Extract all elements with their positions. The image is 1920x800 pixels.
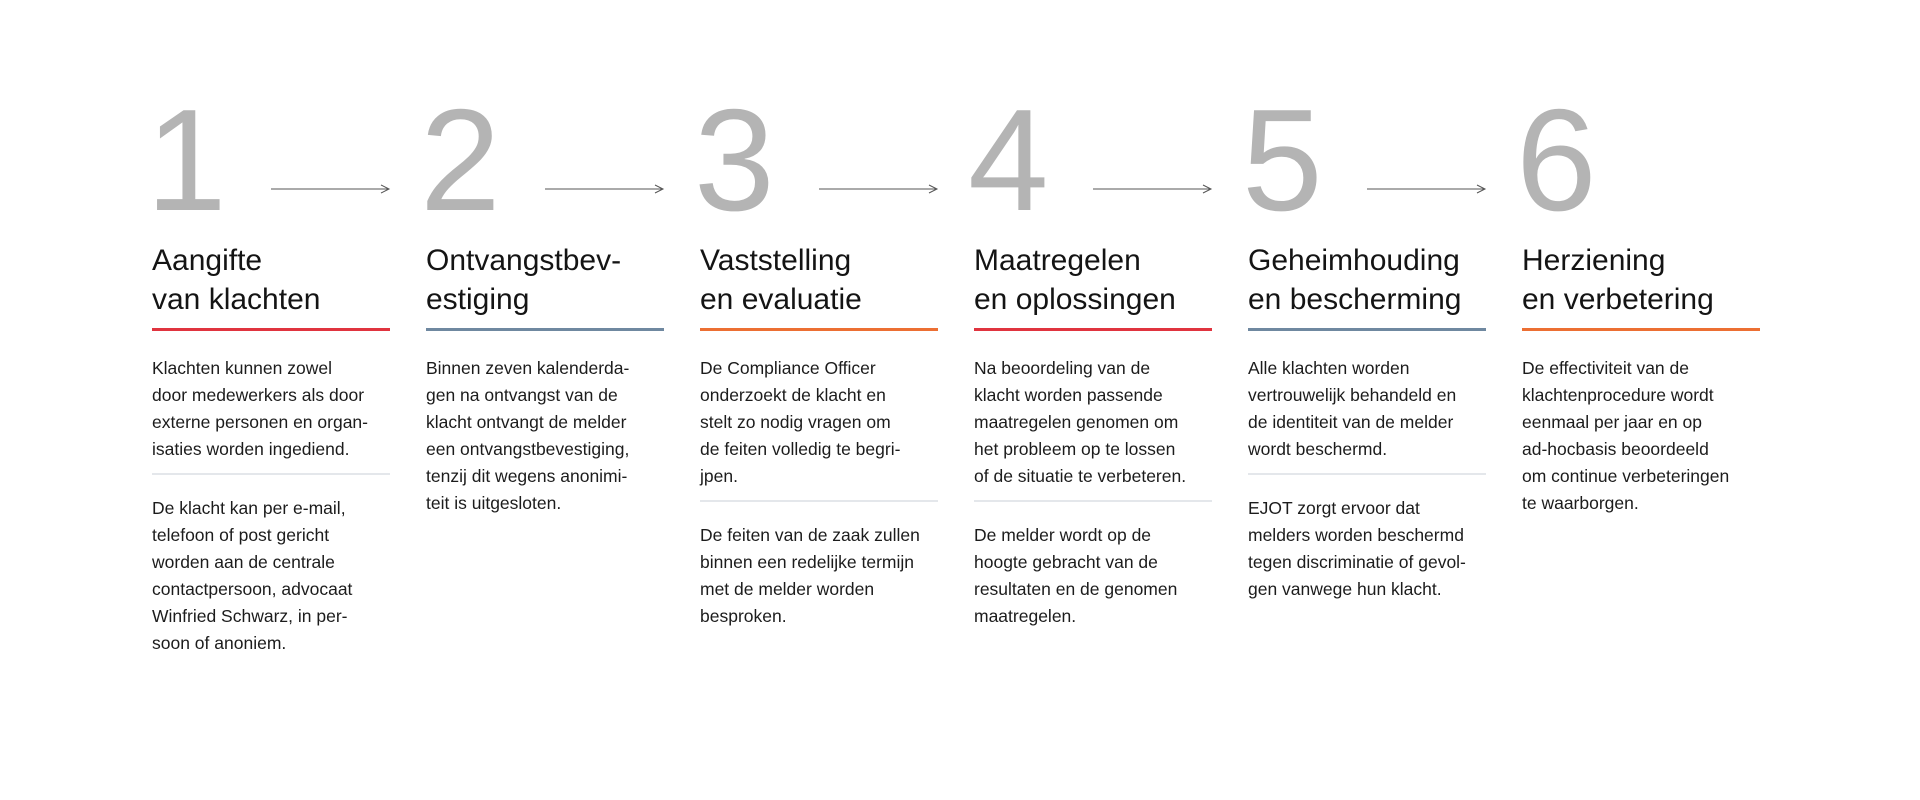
text-line: gen na ontvangst van de [426, 385, 618, 405]
step-number: 3 [694, 79, 775, 241]
step-heading [426, 241, 621, 319]
text-line: contactpersoon, advocaat [152, 579, 353, 599]
text-line: eenmaal per jaar en op [1522, 412, 1702, 432]
heading-line: en verbetering [1522, 283, 1714, 316]
text-line: isaties worden ingediend. [152, 439, 350, 459]
heading-line: en oplossingen [974, 283, 1176, 316]
text-line: De Compliance Officer [700, 358, 876, 378]
step-body [700, 355, 940, 630]
text-line: vertrouwelijk behandeld en [1248, 385, 1457, 405]
step-paragraph [1522, 355, 1762, 517]
text-line: gen vanwege hun klacht. [1248, 579, 1442, 599]
step-heading [1248, 241, 1461, 319]
text-line: Binnen zeven kalenderda- [426, 358, 630, 378]
text-line: besproken. [700, 606, 787, 626]
step-2 [420, 0, 666, 800]
text-line: hoogte gebracht van de [974, 552, 1158, 572]
step-6 [1516, 0, 1762, 800]
step-number: 5 [1242, 79, 1323, 241]
heading-line: Vaststelling [700, 244, 852, 277]
step-3 [694, 0, 940, 800]
step-body [152, 355, 392, 657]
heading-line: Herziening [1522, 244, 1666, 277]
heading-line: van klachten [152, 283, 321, 316]
heading-line: Ontvangstbev- [426, 244, 622, 277]
step-1 [146, 0, 392, 800]
text-line: soon of anoniem. [152, 633, 287, 653]
text-line: telefoon of post gericht [152, 525, 330, 545]
text-line: klachtenprocedure wordt [1522, 385, 1714, 405]
accent-rule [700, 328, 938, 331]
divider [152, 473, 390, 475]
text-line: om continue verbeteringen [1522, 466, 1730, 486]
divider [700, 500, 938, 502]
text-line: Klachten kunnen zowel [152, 358, 332, 378]
text-line: door medewerkers als door [152, 385, 365, 405]
text-line: ad-hocbasis beoordeeld [1522, 439, 1709, 459]
text-line: binnen een redelijke termijn [700, 552, 915, 572]
arrow-right-icon [1093, 182, 1213, 196]
step-body [974, 355, 1214, 630]
text-line: de identiteit van de melder [1248, 412, 1454, 432]
accent-rule [426, 328, 664, 331]
text-line: met de melder worden [700, 579, 875, 599]
step-number: 6 [1516, 79, 1597, 241]
text-line: De effectiviteit van de [1522, 358, 1689, 378]
arrow-right-icon [271, 182, 391, 196]
text-line: tenzij dit wegens anonimi- [426, 466, 628, 486]
heading-line: en evaluatie [700, 283, 862, 316]
text-line: De feiten van de zaak zullen [700, 525, 920, 545]
step-paragraph [974, 522, 1214, 630]
step-paragraph [152, 495, 392, 657]
step-number: 2 [420, 79, 501, 241]
arrow-right-icon [819, 182, 939, 196]
text-line: Alle klachten worden [1248, 358, 1410, 378]
text-line: het probleem op te lossen [974, 439, 1176, 459]
text-line: onderzoekt de klacht en [700, 385, 886, 405]
text-line: resultaten en de genomen [974, 579, 1178, 599]
divider [974, 500, 1212, 502]
heading-line: Aangifte [152, 244, 263, 277]
text-line: EJOT zorgt ervoor dat [1248, 498, 1420, 518]
step-4 [968, 0, 1214, 800]
text-line: Winfried Schwarz, in per- [152, 606, 348, 626]
step-heading [974, 241, 1176, 319]
text-line: stelt zo nodig vragen om [700, 412, 891, 432]
text-line: maatregelen genomen om [974, 412, 1179, 432]
text-line: of de situatie te verbeteren. [974, 466, 1187, 486]
step-body [1522, 355, 1762, 517]
step-heading [1522, 241, 1714, 319]
step-5 [1242, 0, 1488, 800]
text-line: een ontvangstbevestiging, [426, 439, 630, 459]
step-number: 1 [146, 79, 227, 241]
accent-rule [1522, 328, 1760, 331]
arrow-right-icon [1367, 182, 1487, 196]
step-number: 4 [968, 79, 1049, 241]
text-line: externe personen en organ- [152, 412, 368, 432]
text-line: melders worden beschermd [1248, 525, 1464, 545]
text-line: teit is uitgesloten. [426, 493, 562, 513]
text-line: jpen. [700, 466, 738, 486]
accent-rule [152, 328, 390, 331]
step-paragraph [1248, 355, 1488, 463]
step-paragraph [700, 522, 940, 630]
text-line: De klacht kan per e-mail, [152, 498, 346, 518]
arrow-right-icon [545, 182, 665, 196]
text-line: De melder wordt op de [974, 525, 1152, 545]
step-body [1248, 355, 1488, 603]
text-line: worden aan de centrale [152, 552, 335, 572]
text-line: Na beoordeling van de [974, 358, 1151, 378]
heading-line: Maatregelen [974, 244, 1141, 277]
text-line: tegen discriminatie of gevol- [1248, 552, 1466, 572]
step-paragraph [426, 355, 666, 517]
heading-line: estiging [426, 283, 530, 316]
step-heading [152, 241, 320, 319]
heading-line: Geheimhouding [1248, 244, 1460, 277]
text-line: wordt beschermd. [1248, 439, 1388, 459]
text-line: maatregelen. [974, 606, 1077, 626]
step-paragraph [700, 355, 940, 490]
accent-rule [974, 328, 1212, 331]
step-paragraph [1248, 495, 1488, 603]
divider [1248, 473, 1486, 475]
text-line: klacht ontvangt de melder [426, 412, 627, 432]
step-body [426, 355, 666, 517]
accent-rule [1248, 328, 1486, 331]
heading-line: en bescherming [1248, 283, 1462, 316]
step-paragraph [152, 355, 392, 463]
text-line: klacht worden passende [974, 385, 1163, 405]
text-line: te waarborgen. [1522, 493, 1639, 513]
text-line: de feiten volledig te begri- [700, 439, 901, 459]
step-heading [700, 241, 862, 319]
step-paragraph [974, 355, 1214, 490]
